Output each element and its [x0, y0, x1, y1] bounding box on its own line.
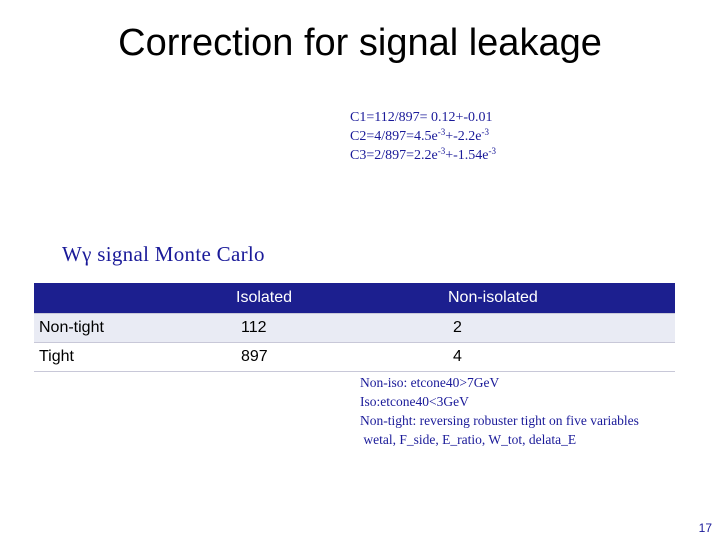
header-isolated: Isolated [236, 283, 448, 314]
c2-exponent-1: -3 [437, 127, 446, 137]
note-line: Non-iso: etcone40>7GeV [360, 375, 500, 390]
note-line: wetal, F_side, E_ratio, W_tot, delata_E [360, 432, 577, 447]
row-label: Non-tight [34, 314, 236, 343]
header-non-isolated: Non-isolated [448, 283, 675, 314]
slide-title: Correction for signal leakage [118, 22, 602, 64]
counts-table [34, 283, 675, 372]
coefficient-list [350, 108, 496, 165]
coefficient-c3 [350, 146, 496, 165]
row-label: Tight [34, 343, 236, 372]
c3-main: C3=2/897=2.2e [350, 148, 438, 163]
page-number: 17 [698, 521, 712, 535]
c3-mid: +-1.54e [445, 148, 489, 163]
c3-exponent-2: -3 [488, 146, 497, 156]
coefficient-c2 [350, 127, 496, 146]
cell-isolated: 897 [236, 343, 448, 372]
note-line: Non-tight: reversing robuster tight on five variables [360, 413, 639, 428]
cell-isolated: 112 [236, 314, 448, 343]
table-row [34, 314, 675, 343]
cell-non-isolated: 4 [448, 343, 675, 372]
c3-exponent-1: -3 [437, 146, 446, 156]
table-row [34, 343, 675, 372]
c2-exponent-2: -3 [481, 127, 490, 137]
notes-block [360, 373, 639, 449]
table-header-row [34, 283, 675, 314]
note-line: Iso:etcone40<3GeV [360, 394, 469, 409]
coefficient-c1: C1=112/897= 0.12+-0.01 [350, 110, 493, 125]
c2-main: C2=4/897=4.5e [350, 129, 438, 144]
c2-mid: +-2.2e [445, 129, 482, 144]
header-corner [34, 283, 236, 314]
section-subtitle: Wγ signal Monte Carlo [62, 242, 265, 266]
cell-non-isolated: 2 [448, 314, 675, 343]
